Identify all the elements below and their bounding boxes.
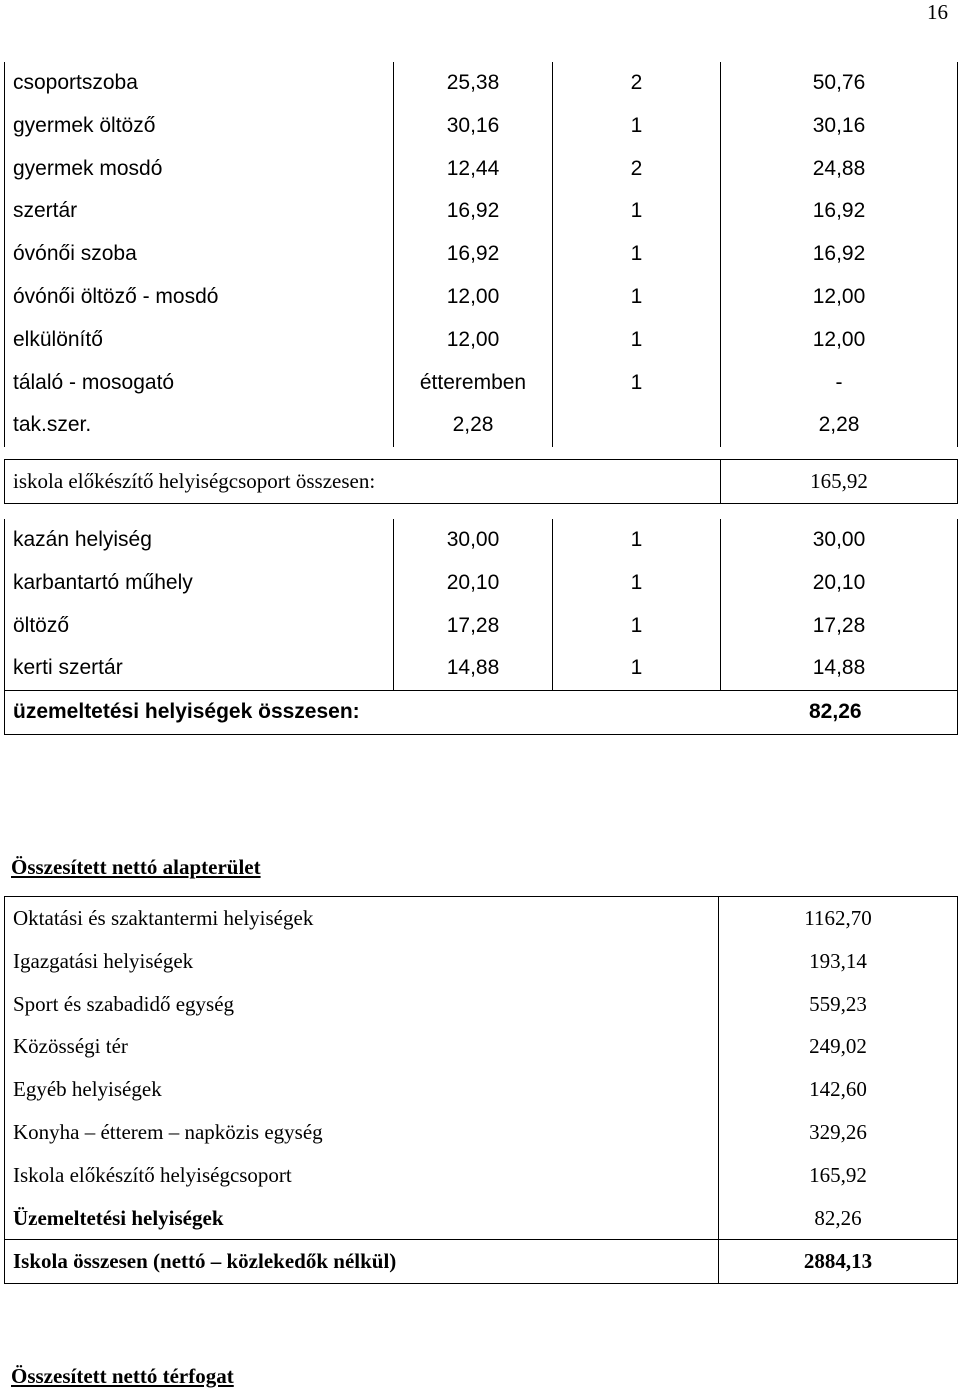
- cell-total: 17,28: [721, 605, 958, 648]
- cell-total: 12,00: [721, 319, 958, 362]
- summary-row: [5, 1154, 958, 1197]
- table-row: [5, 519, 958, 562]
- cell-area: 17,28: [394, 605, 553, 648]
- table-row: [5, 148, 958, 191]
- preparatory-rooms-table: [4, 62, 958, 447]
- cell-total: 2,28: [721, 404, 958, 447]
- cell-count: [553, 404, 721, 447]
- cell-total: 50,76: [721, 62, 958, 105]
- cell-name: tak.szer.: [5, 404, 394, 447]
- summary-row: [5, 1068, 958, 1111]
- cell-name: kazán helyiség: [5, 519, 394, 562]
- cell-count: 1: [553, 647, 721, 690]
- cell-total: 30,16: [721, 105, 958, 148]
- cell-count: 1: [553, 362, 721, 405]
- cell-name: óvónői öltöző - mosdó: [5, 276, 394, 319]
- cell-count: 2: [553, 148, 721, 191]
- summary-value: 165,92: [719, 1154, 958, 1197]
- table-row: [5, 276, 958, 319]
- summary-row: [5, 897, 958, 940]
- cell-area: 30,00: [394, 519, 553, 562]
- table-row: [5, 105, 958, 148]
- operations-subtotal-value: 82,26: [809, 700, 862, 724]
- summary-total-value: 2884,13: [719, 1240, 958, 1284]
- table-row: [5, 647, 958, 690]
- summary-value: 329,26: [719, 1111, 958, 1154]
- cell-area: 25,38: [394, 62, 553, 105]
- cell-area: 12,00: [394, 276, 553, 319]
- cell-total: 20,10: [721, 562, 958, 605]
- cell-total: 14,88: [721, 647, 958, 690]
- summary-label: Iskola előkészítő helyiségcsoport: [5, 1154, 719, 1197]
- summary-row: [5, 1111, 958, 1154]
- cell-total: 30,00: [721, 519, 958, 562]
- summary-label: Üzemeltetési helyiségek: [5, 1197, 719, 1240]
- cell-name: szertár: [5, 190, 394, 233]
- cell-name: karbantartó műhely: [5, 562, 394, 605]
- table-row: [5, 62, 958, 105]
- table-row: [5, 362, 958, 405]
- cell-total: 16,92: [721, 233, 958, 276]
- cell-area: 12,44: [394, 148, 553, 191]
- cell-area: étteremben: [394, 362, 553, 405]
- cell-name: csoportszoba: [5, 62, 394, 105]
- cell-count: 1: [553, 519, 721, 562]
- cell-name: elkülönítő: [5, 319, 394, 362]
- cell-count: 2: [553, 62, 721, 105]
- summary-value: 142,60: [719, 1068, 958, 1111]
- cell-name: gyermek öltöző: [5, 105, 394, 148]
- preparatory-subtotal-table: [4, 459, 958, 504]
- summary-value: 559,23: [719, 983, 958, 1026]
- cell-area: 20,10: [394, 562, 553, 605]
- summary-total-label: Iskola összesen (nettó – közlekedők nélkül): [5, 1240, 719, 1284]
- cell-area: 30,16: [394, 105, 553, 148]
- summary-value: 193,14: [719, 940, 958, 983]
- summary-label: Igazgatási helyiségek: [5, 940, 719, 983]
- cell-area: 12,00: [394, 319, 553, 362]
- cell-area: 16,92: [394, 233, 553, 276]
- summary-row: [5, 983, 958, 1026]
- operations-subtotal-label: üzemeltetési helyiségek összesen:: [13, 700, 360, 724]
- subtotal-label: iskola előkészítő helyiségcsoport összesen:: [5, 460, 721, 504]
- cell-name: kerti szertár: [5, 647, 394, 690]
- summary-label: Konyha – étterem – napközis egység: [5, 1111, 719, 1154]
- cell-total: 16,92: [721, 190, 958, 233]
- summary-label: Oktatási és szaktantermi helyiségek: [5, 897, 719, 940]
- summary-label: Sport és szabadidő egység: [5, 983, 719, 1026]
- table-row: [5, 562, 958, 605]
- cell-area: 16,92: [394, 190, 553, 233]
- table-row: [5, 404, 958, 447]
- cell-name: óvónői szoba: [5, 233, 394, 276]
- page-number: 16: [927, 0, 948, 24]
- summary-row: [5, 1197, 958, 1240]
- cell-name: gyermek mosdó: [5, 148, 394, 191]
- cell-area: 2,28: [394, 404, 553, 447]
- summary-row: [5, 940, 958, 983]
- cell-count: 1: [553, 190, 721, 233]
- table-row: [5, 190, 958, 233]
- table-row: [5, 233, 958, 276]
- cell-area: 14,88: [394, 647, 553, 690]
- cell-total: -: [721, 362, 958, 405]
- summary-row: [5, 1025, 958, 1068]
- summary-heading: Összesített nettó alapterület: [11, 855, 261, 879]
- subtotal-value: 165,92: [721, 460, 958, 504]
- cell-count: 1: [553, 276, 721, 319]
- summary-table: [4, 896, 958, 1284]
- cell-total: 24,88: [721, 148, 958, 191]
- summary-value: 82,26: [719, 1197, 958, 1240]
- cell-total: 12,00: [721, 276, 958, 319]
- subtotal-row: [5, 460, 958, 504]
- table-row: [5, 319, 958, 362]
- operations-rooms-table: [4, 519, 958, 735]
- operations-subtotal-row: [5, 691, 958, 735]
- cell-count: 1: [553, 105, 721, 148]
- cell-count: 1: [553, 233, 721, 276]
- summary-label: Közösségi tér: [5, 1025, 719, 1068]
- cell-name: öltöző: [5, 605, 394, 648]
- summary-value: 1162,70: [719, 897, 958, 940]
- summary-value: 249,02: [719, 1025, 958, 1068]
- cell-name: tálaló - mosogató: [5, 362, 394, 405]
- cell-count: 1: [553, 605, 721, 648]
- cell-count: 1: [553, 319, 721, 362]
- summary-label: Egyéb helyiségek: [5, 1068, 719, 1111]
- table-row: [5, 605, 958, 648]
- volume-heading: Összesített nettó térfogat: [11, 1364, 234, 1388]
- cell-count: 1: [553, 562, 721, 605]
- summary-total-row: [5, 1240, 958, 1284]
